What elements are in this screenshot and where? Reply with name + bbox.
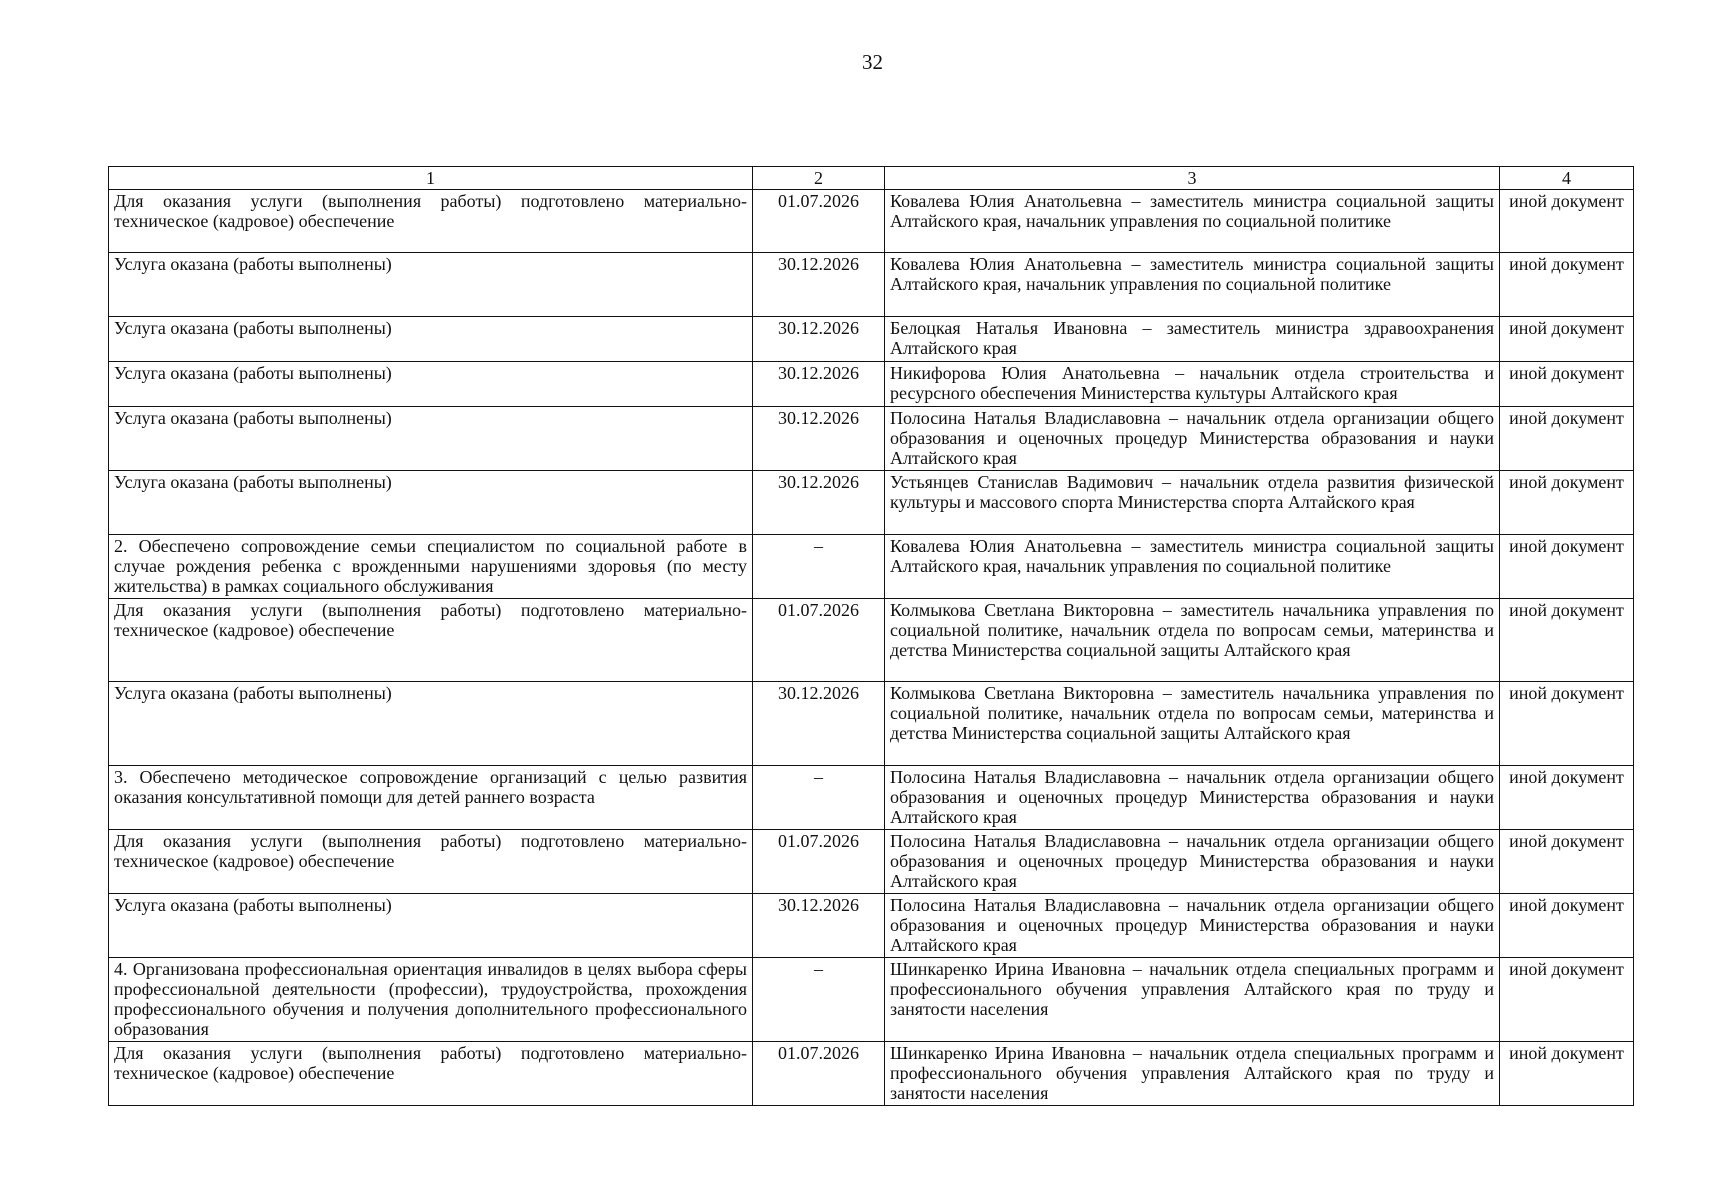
date-cell: 30.12.2026 bbox=[753, 471, 885, 535]
responsible-cell: Белоцкая Наталья Ивановна – заместитель министра здравоохранения Алтайского края bbox=[885, 317, 1500, 362]
table-row bbox=[109, 894, 1634, 958]
table-row bbox=[109, 362, 1634, 407]
responsible-cell: Ковалева Юлия Анатольевна – заместитель министра социальной защиты Алтайского края, начальник управления по социальной политике bbox=[885, 535, 1500, 599]
table-row bbox=[109, 1042, 1634, 1106]
document-type-cell: иной документ bbox=[1500, 253, 1634, 317]
responsible-cell: Ковалева Юлия Анатольевна – заместитель министра социальной защиты Алтайского края, начальник управления по социальной политике bbox=[885, 190, 1500, 253]
event-cell: Услуга оказана (работы выполнены) bbox=[109, 471, 753, 535]
document-type-cell: иной документ bbox=[1500, 407, 1634, 471]
document-type-cell: иной документ bbox=[1500, 362, 1634, 407]
document-type-cell: иной документ bbox=[1500, 766, 1634, 830]
document-type-cell: иной документ bbox=[1500, 894, 1634, 958]
responsible-cell: Полосина Наталья Владиславовна – начальник отдела организации общего образования и оценочных процедур Министерства образования и науки Алтайского края bbox=[885, 894, 1500, 958]
date-cell: – bbox=[753, 958, 885, 1042]
page-number: 32 bbox=[862, 50, 883, 74]
event-cell: Услуга оказана (работы выполнены) bbox=[109, 682, 753, 766]
table-row bbox=[109, 471, 1634, 535]
event-cell: 4. Организована профессиональная ориентация инвалидов в целях выбора сферы профессиональной деятельности (профессии), трудоустройства, прохождения профессионального обучения и получения дополнительного профессионального образования bbox=[109, 958, 753, 1042]
event-cell: Услуга оказана (работы выполнены) bbox=[109, 894, 753, 958]
date-cell: 30.12.2026 bbox=[753, 362, 885, 407]
responsible-cell: Колмыкова Светлана Викторовна – заместитель начальника управления по социальной политике, начальник отдела по вопросам семьи, материнства и детства Министерства социальной защиты Алтайского края bbox=[885, 682, 1500, 766]
document-type-cell: иной документ bbox=[1500, 190, 1634, 253]
responsible-cell: Шинкаренко Ирина Ивановна – начальник отдела специальных программ и профессионального обучения управления Алтайского края по труду и занятости населения bbox=[885, 1042, 1500, 1106]
date-cell: – bbox=[753, 535, 885, 599]
event-cell: 2. Обеспечено сопровождение семьи специалистом по социальной работе в случае рождения ребенка с врожденными нарушениями здоровья (по месту жительства) в рамках социального обслуживания bbox=[109, 535, 753, 599]
date-cell: 30.12.2026 bbox=[753, 407, 885, 471]
event-cell: 3. Обеспечено методическое сопровождение организаций с целью развития оказания консультативной помощи для детей раннего возраста bbox=[109, 766, 753, 830]
responsible-cell: Устьянцев Станислав Вадимович – начальник отдела развития физической культуры и массового спорта Министерства спорта Алтайского края bbox=[885, 471, 1500, 535]
date-cell: – bbox=[753, 766, 885, 830]
table-row bbox=[109, 958, 1634, 1042]
date-cell: 30.12.2026 bbox=[753, 253, 885, 317]
column-header: 1 bbox=[109, 167, 753, 190]
event-cell: Услуга оказана (работы выполнены) bbox=[109, 407, 753, 471]
table-row bbox=[109, 599, 1634, 682]
responsible-cell: Шинкаренко Ирина Ивановна – начальник отдела специальных программ и профессионального обучения управления Алтайского края по труду и занятости населения bbox=[885, 958, 1500, 1042]
document-type-cell: иной документ bbox=[1500, 1042, 1634, 1106]
responsible-cell: Никифорова Юлия Анатольевна – начальник отдела строительства и ресурсного обеспечения Министерства культуры Алтайского края bbox=[885, 362, 1500, 407]
date-cell: 30.12.2026 bbox=[753, 317, 885, 362]
document-type-cell: иной документ bbox=[1500, 682, 1634, 766]
document-type-cell: иной документ bbox=[1500, 471, 1634, 535]
column-header: 2 bbox=[753, 167, 885, 190]
event-cell: Для оказания услуги (выполнения работы) подготовлено материально-техническое (кадровое) обеспечение bbox=[109, 190, 753, 253]
table-row bbox=[109, 407, 1634, 471]
event-cell: Для оказания услуги (выполнения работы) подготовлено материально-техническое (кадровое) обеспечение bbox=[109, 1042, 753, 1106]
responsible-cell: Полосина Наталья Владиславовна – начальник отдела организации общего образования и оценочных процедур Министерства образования и науки Алтайского края bbox=[885, 407, 1500, 471]
date-cell: 01.07.2026 bbox=[753, 599, 885, 682]
event-cell: Для оказания услуги (выполнения работы) подготовлено материально-техническое (кадровое) обеспечение bbox=[109, 599, 753, 682]
table-row bbox=[109, 830, 1634, 894]
event-cell: Для оказания услуги (выполнения работы) подготовлено материально-техническое (кадровое) обеспечение bbox=[109, 830, 753, 894]
date-cell: 30.12.2026 bbox=[753, 894, 885, 958]
responsible-cell: Полосина Наталья Владиславовна – начальник отдела организации общего образования и оценочных процедур Министерства образования и науки Алтайского края bbox=[885, 766, 1500, 830]
table-row bbox=[109, 317, 1634, 362]
document-type-cell: иной документ bbox=[1500, 599, 1634, 682]
document-type-cell: иной документ bbox=[1500, 958, 1634, 1042]
date-cell: 30.12.2026 bbox=[753, 682, 885, 766]
table-header-row bbox=[109, 167, 1634, 190]
document-type-cell: иной документ bbox=[1500, 830, 1634, 894]
table-row bbox=[109, 253, 1634, 317]
table-row bbox=[109, 766, 1634, 830]
table-row bbox=[109, 190, 1634, 253]
date-cell: 01.07.2026 bbox=[753, 1042, 885, 1106]
column-header: 4 bbox=[1500, 167, 1634, 190]
table-row bbox=[109, 535, 1634, 599]
date-cell: 01.07.2026 bbox=[753, 190, 885, 253]
responsible-cell: Полосина Наталья Владиславовна – начальник отдела организации общего образования и оценочных процедур Министерства образования и науки Алтайского края bbox=[885, 830, 1500, 894]
date-cell: 01.07.2026 bbox=[753, 830, 885, 894]
plan-table bbox=[108, 166, 1634, 1106]
event-cell: Услуга оказана (работы выполнены) bbox=[109, 362, 753, 407]
event-cell: Услуга оказана (работы выполнены) bbox=[109, 317, 753, 362]
event-cell: Услуга оказана (работы выполнены) bbox=[109, 253, 753, 317]
responsible-cell: Ковалева Юлия Анатольевна – заместитель министра социальной защиты Алтайского края, начальник управления по социальной политике bbox=[885, 253, 1500, 317]
document-type-cell: иной документ bbox=[1500, 317, 1634, 362]
column-header: 3 bbox=[885, 167, 1500, 190]
table-row bbox=[109, 682, 1634, 766]
responsible-cell: Колмыкова Светлана Викторовна – заместитель начальника управления по социальной политике, начальник отдела по вопросам семьи, материнства и детства Министерства социальной защиты Алтайского края bbox=[885, 599, 1500, 682]
document-type-cell: иной документ bbox=[1500, 535, 1634, 599]
